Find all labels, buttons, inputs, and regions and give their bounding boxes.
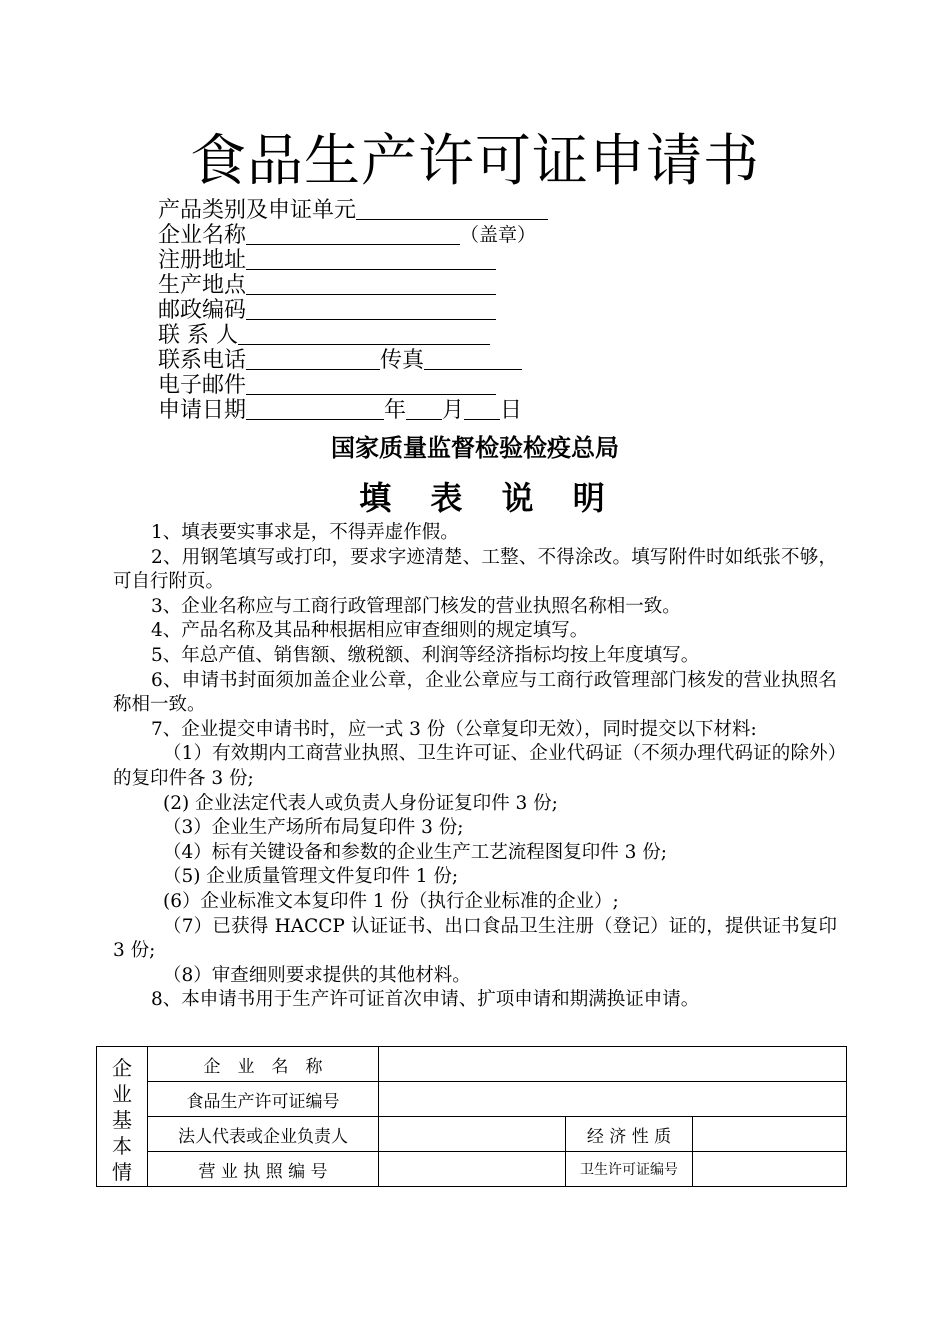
registered-address-row: [158, 248, 548, 273]
phone-fax-row: [158, 348, 548, 373]
cover-fields: [158, 198, 548, 423]
instructions-heading: 填 表 说 明: [359, 479, 619, 517]
year-field[interactable]: [246, 400, 384, 420]
day-label: 日: [500, 398, 523, 423]
production-site-row: [158, 273, 548, 298]
product-category-field[interactable]: [356, 200, 548, 220]
product-category-row: [158, 198, 548, 223]
day-field[interactable]: [464, 400, 500, 420]
company-name-row: [158, 223, 548, 248]
phone-label: 联系电话: [158, 348, 247, 373]
instruction-subitem: (2) 企业法定代表人或负责人身份证复印件 3 份;: [163, 792, 558, 814]
instruction-item: 1、填表要实事求是，不得弄虚作假。: [151, 522, 459, 543]
instruction-subitem: （7）已获得 HACCP 认证证书、出口食品卫生注册（登记）证的，提供证书复印 3 份;: [113, 915, 837, 962]
document-title: 食品生产许可证申请书: [190, 129, 760, 194]
instruction-item: 6、申请书封面须加盖企业公章，企业公章应与工商行政管理部门核发的营业执照名称相一致。: [113, 669, 837, 716]
economic-nature-cell-label: 经 济 性 质: [566, 1117, 693, 1152]
production-site-field[interactable]: [246, 275, 496, 295]
product-category-label: 产品类别及申证单元: [158, 198, 357, 223]
economic-nature-cell[interactable]: [693, 1117, 847, 1152]
contact-person-row: [158, 323, 548, 348]
health-permit-cell[interactable]: [693, 1152, 847, 1187]
fax-label: 传真: [380, 348, 425, 373]
contact-person-field[interactable]: [238, 325, 490, 345]
health-permit-cell-label: 卫生许可证编号: [566, 1152, 693, 1187]
table-side-label: [97, 1047, 148, 1187]
instruction-item: 7、企业提交申请书时，应一式 3 份（公章复印无效），同时提交以下材料:: [151, 718, 757, 740]
company-name-cell[interactable]: [379, 1047, 847, 1082]
company-basic-info-table: [96, 1046, 847, 1187]
license-number-cell-label: 食品生产许可证编号: [148, 1082, 379, 1117]
company-name-cell-label: 企 业 名 称: [148, 1047, 379, 1082]
date-row: [158, 398, 548, 423]
month-label: 月: [442, 398, 465, 423]
production-site-label: 生产地点: [158, 273, 247, 298]
business-license-cell-label: 营 业 执 照 编 号: [148, 1152, 379, 1187]
instruction-subitem: （4）标有关键设备和参数的企业生产工艺流程图复印件 3 份;: [163, 841, 668, 863]
instruction-subitem: （5) 企业质量管理文件复印件 1 份;: [163, 866, 459, 888]
postal-code-row: [158, 298, 548, 323]
instruction-subitem: (6）企业标准文本复印件 1 份（执行企业标准的企业）;: [163, 890, 619, 912]
instruction-item: 4、产品名称及其品种根据相应审查细则的规定填写。: [151, 620, 589, 642]
table-side-label-text: 企业基本情: [112, 1056, 132, 1184]
instruction-item: 8、本申请书用于生产许可证首次申请、扩项申请和期满换证申请。: [151, 989, 700, 1011]
instruction-item: 3、企业名称应与工商行政管理部门核发的营业执照名称相一致。: [151, 595, 681, 617]
contact-person-label: 联 系 人: [158, 323, 238, 348]
legal-rep-cell[interactable]: [379, 1117, 566, 1152]
license-number-cell[interactable]: [379, 1082, 847, 1117]
year-label: 年: [384, 398, 407, 423]
month-field[interactable]: [406, 400, 442, 420]
issuing-authority: 国家质量监督检验检疫总局: [331, 434, 619, 462]
fax-field[interactable]: [424, 350, 522, 370]
instruction-item: 5、年总产值、销售额、缴税额、利润等经济指标均按上年度填写。: [151, 644, 700, 666]
business-license-cell[interactable]: [379, 1152, 566, 1187]
email-row: [158, 373, 548, 398]
seal-note: （盖章）: [460, 224, 537, 246]
date-label: 申请日期: [158, 398, 247, 423]
postal-code-label: 邮政编码: [158, 298, 247, 323]
instruction-subitem: （1）有效期内工商营业执照、卫生许可证、企业代码证（不须办理代码证的除外）的复印件各 3 份;: [113, 743, 837, 789]
postal-code-field[interactable]: [246, 300, 496, 320]
instruction-subitem: （8）审查细则要求提供的其他材料。: [163, 964, 471, 986]
email-field[interactable]: [246, 375, 496, 395]
legal-rep-cell-label: 法人代表或企业负责人: [148, 1117, 379, 1152]
instruction-subitem: （3）企业生产场所布局复印件 3 份;: [163, 817, 464, 839]
email-label: 电子邮件: [158, 373, 247, 398]
instruction-item: 2、用钢笔填写或打印，要求字迹清楚、工整、不得涂改。填写附件时如纸张不够，可自行附页。: [113, 546, 837, 593]
company-name-label: 企业名称: [158, 223, 247, 248]
phone-field[interactable]: [246, 350, 380, 370]
registered-address-field[interactable]: [246, 250, 496, 270]
registered-address-label: 注册地址: [158, 248, 247, 273]
instructions-list: [113, 521, 837, 1013]
company-name-field[interactable]: [246, 225, 460, 245]
